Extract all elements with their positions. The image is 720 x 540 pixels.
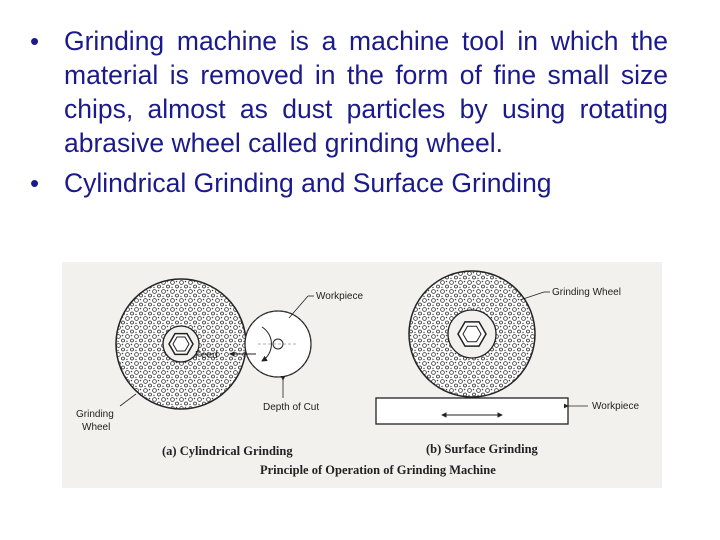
cylindrical-grinding-wheel — [116, 279, 246, 409]
grinding-diagram — [62, 262, 662, 488]
surface-workpiece — [376, 398, 568, 424]
caption-surface-grinding: (b) Surface Grinding — [426, 442, 538, 456]
figure-title: Principle of Operation of Grinding Machine — [260, 463, 496, 477]
bullet-grinding-definition — [28, 24, 668, 160]
bullet-dot-icon: • — [30, 26, 40, 56]
cylindrical-workpiece — [245, 311, 311, 377]
label-feed: Feed — [195, 350, 218, 361]
bullet-dot-icon: • — [30, 168, 40, 198]
bullet-text: Grinding machine is a machine tool in which the material is removed in the form of fine small size chips, almost as dust particles by using rotating abrasive wheel called grinding wheel. — [64, 26, 668, 158]
grinding-diagram-svg — [62, 262, 662, 488]
label-workpiece-a: Workpiece — [316, 291, 364, 302]
slide-text-block — [28, 24, 668, 200]
label-grinding-wheel-b: Grinding Wheel — [552, 287, 621, 298]
caption-cylindrical-grinding: (a) Cylindrical Grinding — [162, 444, 293, 458]
surface-grinding-wheel — [409, 271, 535, 397]
bullet-grinding-types — [28, 166, 668, 200]
label-depth-of-cut: Depth of Cut — [263, 402, 320, 413]
wheel-hub-nut-icon — [458, 322, 486, 346]
label-workpiece-b: Workpiece — [592, 401, 640, 412]
label-grinding-wheel-a: Grinding Wheel — [76, 409, 114, 433]
bullet-text: Cylindrical Grinding and Surface Grinding — [64, 168, 552, 198]
